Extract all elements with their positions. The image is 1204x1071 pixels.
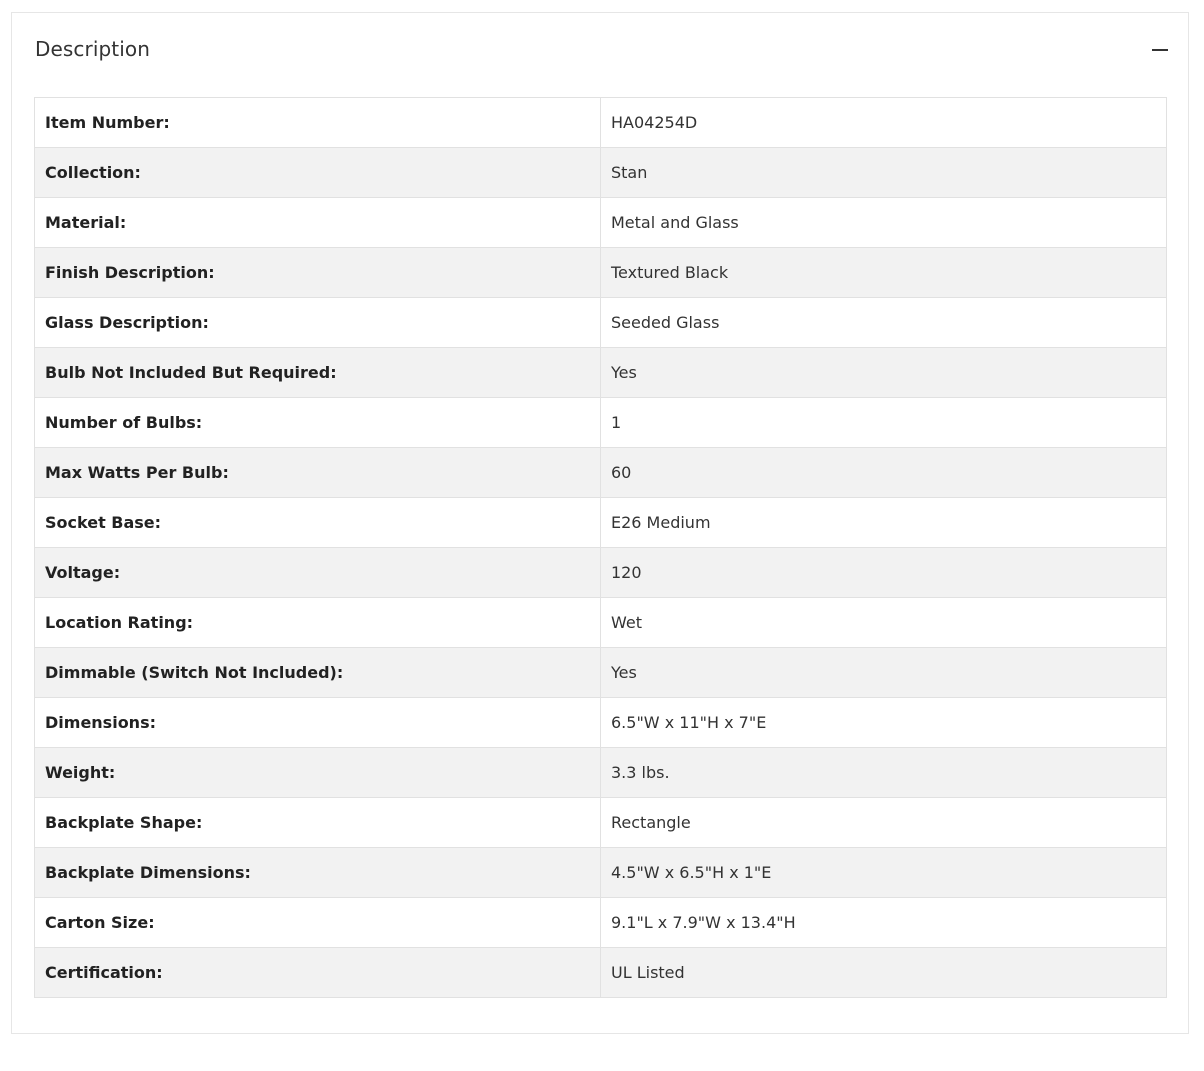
table-row — [35, 348, 1167, 398]
spec-label: Backplate Dimensions: — [35, 848, 601, 898]
table-row — [35, 648, 1167, 698]
description-panel — [11, 12, 1189, 1034]
spec-value: Metal and Glass — [601, 198, 1167, 248]
description-panel-header[interactable] — [12, 13, 1188, 85]
table-row — [35, 98, 1167, 148]
spec-value: Textured Black — [601, 248, 1167, 298]
table-row — [35, 698, 1167, 748]
spec-label: Dimmable (Switch Not Included): — [35, 648, 601, 698]
table-row — [35, 948, 1167, 998]
spec-label: Voltage: — [35, 548, 601, 598]
table-row — [35, 148, 1167, 198]
spec-label: Item Number: — [35, 98, 601, 148]
collapse-button[interactable] — [1146, 35, 1174, 63]
spec-label: Socket Base: — [35, 498, 601, 548]
table-row — [35, 248, 1167, 298]
spec-label: Weight: — [35, 748, 601, 798]
spec-label: Finish Description: — [35, 248, 601, 298]
spec-label: Number of Bulbs: — [35, 398, 601, 448]
specs-table — [34, 97, 1167, 998]
spec-value: Yes — [601, 648, 1167, 698]
table-row — [35, 898, 1167, 948]
minus-icon — [1152, 49, 1168, 51]
spec-value: E26 Medium — [601, 498, 1167, 548]
table-row — [35, 448, 1167, 498]
table-row — [35, 748, 1167, 798]
table-row — [35, 398, 1167, 448]
spec-value: Yes — [601, 348, 1167, 398]
spec-value: 60 — [601, 448, 1167, 498]
spec-label: Dimensions: — [35, 698, 601, 748]
spec-value: 1 — [601, 398, 1167, 448]
spec-value: 3.3 lbs. — [601, 748, 1167, 798]
spec-label: Glass Description: — [35, 298, 601, 348]
spec-label: Material: — [35, 198, 601, 248]
spec-label: Location Rating: — [35, 598, 601, 648]
spec-value: Seeded Glass — [601, 298, 1167, 348]
spec-value: HA04254D — [601, 98, 1167, 148]
table-row — [35, 798, 1167, 848]
spec-label: Max Watts Per Bulb: — [35, 448, 601, 498]
spec-label: Certification: — [35, 948, 601, 998]
spec-value: 6.5"W x 11"H x 7"E — [601, 698, 1167, 748]
spec-value: UL Listed — [601, 948, 1167, 998]
table-row — [35, 848, 1167, 898]
table-row — [35, 298, 1167, 348]
spec-label: Bulb Not Included But Required: — [35, 348, 601, 398]
spec-value: 120 — [601, 548, 1167, 598]
spec-value: Stan — [601, 148, 1167, 198]
spec-value: 4.5"W x 6.5"H x 1"E — [601, 848, 1167, 898]
spec-label: Carton Size: — [35, 898, 601, 948]
spec-value: Rectangle — [601, 798, 1167, 848]
spec-value: 9.1"L x 7.9"W x 13.4"H — [601, 898, 1167, 948]
table-row — [35, 548, 1167, 598]
spec-value: Wet — [601, 598, 1167, 648]
panel-title: Description — [35, 37, 151, 61]
spec-label: Backplate Shape: — [35, 798, 601, 848]
spec-label: Collection: — [35, 148, 601, 198]
table-row — [35, 498, 1167, 548]
table-row — [35, 198, 1167, 248]
table-row — [35, 598, 1167, 648]
